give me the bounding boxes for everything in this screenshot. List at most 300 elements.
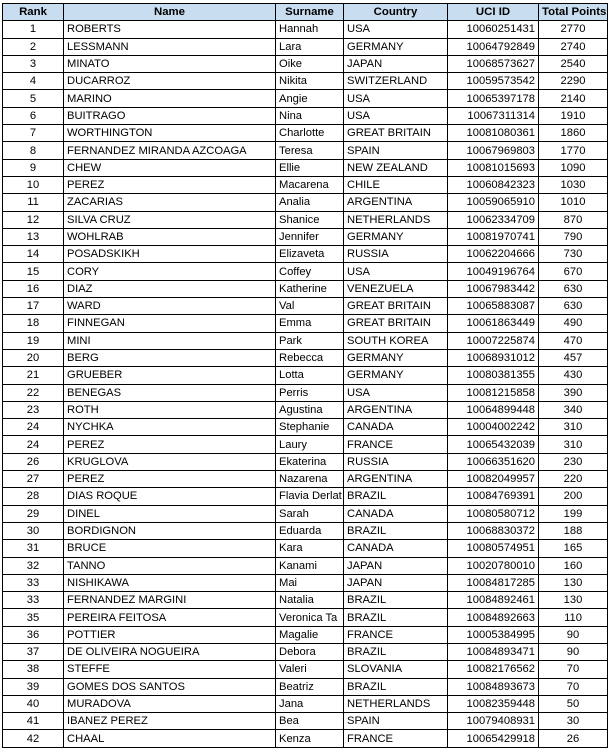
country-cell[interactable]: FRANCE	[344, 730, 448, 747]
total-points-cell[interactable]: 1090	[539, 159, 608, 176]
table-row	[3, 643, 608, 660]
rank-cell[interactable]: 23	[3, 401, 64, 418]
table-row	[3, 142, 608, 159]
name-cell[interactable]: PEREZ	[64, 471, 276, 488]
uci-id-cell[interactable]: 10080574951	[448, 540, 539, 557]
table-row	[3, 367, 608, 384]
uci-id-cell[interactable]: 10066351620	[448, 453, 539, 470]
name-cell[interactable]: ROTH	[64, 401, 276, 418]
total-points-cell[interactable]: 50	[539, 695, 608, 712]
header-total-points[interactable]: Total Points	[539, 4, 608, 21]
name-cell[interactable]: TANNO	[64, 557, 276, 574]
name-cell[interactable]: MARINO	[64, 90, 276, 107]
total-points-cell[interactable]: 1010	[539, 194, 608, 211]
uci-id-cell[interactable]: 10084892663	[448, 609, 539, 626]
surname-cell[interactable]: Natalia	[276, 592, 344, 609]
rank-cell[interactable]: 4	[3, 73, 64, 90]
surname-cell[interactable]: Elizaveta	[276, 246, 344, 263]
surname-cell[interactable]: Ekaterina	[276, 453, 344, 470]
table-row	[3, 453, 608, 470]
name-cell[interactable]: PEREZ	[64, 436, 276, 453]
total-points-cell[interactable]: 1910	[539, 107, 608, 124]
table-row	[3, 315, 608, 332]
uci-id-cell[interactable]: 10080580712	[448, 505, 539, 522]
uci-id-cell[interactable]: 10082049957	[448, 471, 539, 488]
header-uci-id[interactable]: UCI ID	[448, 4, 539, 21]
name-cell[interactable]: ROBERTS	[64, 21, 276, 38]
name-cell[interactable]: FINNEGAN	[64, 315, 276, 332]
rank-cell[interactable]: 20	[3, 349, 64, 366]
name-cell[interactable]: DIAS ROQUE	[64, 488, 276, 505]
uci-id-cell[interactable]: 10080381355	[448, 367, 539, 384]
name-cell[interactable]: WOHLRAB	[64, 228, 276, 245]
rank-cell[interactable]: 27	[3, 471, 64, 488]
name-cell[interactable]: POTTIER	[64, 626, 276, 643]
uci-id-cell[interactable]: 10081080361	[448, 125, 539, 142]
country-cell[interactable]: GREAT BRITAIN	[344, 315, 448, 332]
header-surname[interactable]: Surname	[276, 4, 344, 21]
uci-id-cell[interactable]: 10061863449	[448, 315, 539, 332]
table-row	[3, 280, 608, 297]
surname-cell[interactable]: Katherine	[276, 280, 344, 297]
surname-cell[interactable]: Analia	[276, 194, 344, 211]
uci-id-cell[interactable]: 10005384995	[448, 626, 539, 643]
surname-cell[interactable]: Lara	[276, 38, 344, 55]
table-row	[3, 38, 608, 55]
uci-id-cell[interactable]: 10084893673	[448, 678, 539, 695]
name-cell[interactable]: SILVA CRUZ	[64, 211, 276, 228]
surname-cell[interactable]: Rebecca	[276, 349, 344, 366]
table-row	[3, 90, 608, 107]
rank-cell[interactable]: 40	[3, 695, 64, 712]
surname-cell[interactable]: Nikita	[276, 73, 344, 90]
name-cell[interactable]: GRUEBER	[64, 367, 276, 384]
rank-cell[interactable]: 36	[3, 626, 64, 643]
total-points-cell[interactable]: 110	[539, 609, 608, 626]
uci-id-cell[interactable]: 10081215858	[448, 384, 539, 401]
name-cell[interactable]: BENEGAS	[64, 384, 276, 401]
table-row	[3, 730, 608, 747]
rankings-table	[2, 3, 608, 748]
uci-id-cell[interactable]: 10060842323	[448, 176, 539, 193]
rank-cell[interactable]: 30	[3, 522, 64, 539]
country-cell[interactable]: ARGENTINA	[344, 194, 448, 211]
country-cell[interactable]: SPAIN	[344, 713, 448, 730]
country-cell[interactable]: JAPAN	[344, 557, 448, 574]
total-points-cell[interactable]: 1860	[539, 125, 608, 142]
surname-cell[interactable]: Valeri	[276, 661, 344, 678]
total-points-cell[interactable]: 2140	[539, 90, 608, 107]
country-cell[interactable]: SLOVANIA	[344, 661, 448, 678]
table-row	[3, 436, 608, 453]
name-cell[interactable]: DUCARROZ	[64, 73, 276, 90]
total-points-cell[interactable]: 30	[539, 713, 608, 730]
country-cell[interactable]: RUSSIA	[344, 246, 448, 263]
name-cell[interactable]: PEREZ	[64, 176, 276, 193]
surname-cell[interactable]: Magalie	[276, 626, 344, 643]
name-cell[interactable]: KRUGLOVA	[64, 453, 276, 470]
rank-cell[interactable]: 26	[3, 453, 64, 470]
country-cell[interactable]: USA	[344, 21, 448, 38]
country-cell[interactable]: BRAZIL	[344, 609, 448, 626]
uci-id-cell[interactable]: 10068830372	[448, 522, 539, 539]
uci-id-cell[interactable]: 10062334709	[448, 211, 539, 228]
rank-cell[interactable]: 24	[3, 419, 64, 436]
surname-cell[interactable]: Kenza	[276, 730, 344, 747]
uci-id-cell[interactable]: 10067983442	[448, 280, 539, 297]
total-points-cell[interactable]: 1030	[539, 176, 608, 193]
surname-cell[interactable]: Stephanie	[276, 419, 344, 436]
country-cell[interactable]: SOUTH KOREA	[344, 332, 448, 349]
name-cell[interactable]: BRUCE	[64, 540, 276, 557]
name-cell[interactable]: LESSMANN	[64, 38, 276, 55]
table-row	[3, 540, 608, 557]
name-cell[interactable]: DE OLIVEIRA NOGUEIRA	[64, 643, 276, 660]
country-cell[interactable]: VENEZUELA	[344, 280, 448, 297]
surname-cell[interactable]: Bea	[276, 713, 344, 730]
rank-cell[interactable]: 28	[3, 488, 64, 505]
table-row	[3, 678, 608, 695]
surname-cell[interactable]: Nazarena	[276, 471, 344, 488]
name-cell[interactable]: CORY	[64, 263, 276, 280]
uci-id-cell[interactable]: 10064899448	[448, 401, 539, 418]
table-row	[3, 55, 608, 72]
total-points-cell[interactable]: 26	[539, 730, 608, 747]
uci-id-cell[interactable]: 10084893471	[448, 643, 539, 660]
surname-cell[interactable]: Kanami	[276, 557, 344, 574]
uci-id-cell[interactable]: 10007225874	[448, 332, 539, 349]
total-points-cell[interactable]: 870	[539, 211, 608, 228]
rank-cell[interactable]: 5	[3, 90, 64, 107]
name-cell[interactable]: ZACARIAS	[64, 194, 276, 211]
table-row	[3, 349, 608, 366]
total-points-cell[interactable]: 310	[539, 419, 608, 436]
table-row	[3, 211, 608, 228]
total-points-cell[interactable]: 230	[539, 453, 608, 470]
uci-id-cell[interactable]: 10059065910	[448, 194, 539, 211]
name-cell[interactable]: FERNANDEZ MIRANDA AZCOAGA	[64, 142, 276, 159]
table-row	[3, 73, 608, 90]
rank-cell[interactable]: 29	[3, 505, 64, 522]
country-cell[interactable]: JAPAN	[344, 574, 448, 591]
rank-cell[interactable]: 9	[3, 159, 64, 176]
country-cell[interactable]: BRAZIL	[344, 488, 448, 505]
total-points-cell[interactable]: 630	[539, 298, 608, 315]
rank-cell[interactable]: 10	[3, 176, 64, 193]
surname-cell[interactable]: Emma	[276, 315, 344, 332]
table-row	[3, 384, 608, 401]
rank-cell[interactable]: 14	[3, 246, 64, 263]
table-row	[3, 661, 608, 678]
surname-cell[interactable]: Agustina	[276, 401, 344, 418]
name-cell[interactable]: MINATO	[64, 55, 276, 72]
uci-id-cell[interactable]: 10079408931	[448, 713, 539, 730]
total-points-cell[interactable]: 430	[539, 367, 608, 384]
table-row	[3, 557, 608, 574]
name-cell[interactable]: FERNANDEZ MARGINI	[64, 592, 276, 609]
surname-cell[interactable]: Flavia Derlat	[276, 488, 344, 505]
total-points-cell[interactable]: 457	[539, 349, 608, 366]
surname-cell[interactable]: Sarah	[276, 505, 344, 522]
name-cell[interactable]: GOMES DOS SANTOS	[64, 678, 276, 695]
country-cell[interactable]: SPAIN	[344, 142, 448, 159]
total-points-cell[interactable]: 390	[539, 384, 608, 401]
table-row	[3, 609, 608, 626]
total-points-cell[interactable]: 90	[539, 643, 608, 660]
country-cell[interactable]: ARGENTINA	[344, 401, 448, 418]
surname-cell[interactable]: Charlotte	[276, 125, 344, 142]
rank-cell[interactable]: 22	[3, 384, 64, 401]
rank-cell[interactable]: 42	[3, 730, 64, 747]
surname-cell[interactable]: Debora	[276, 643, 344, 660]
table-row	[3, 194, 608, 211]
total-points-cell[interactable]: 470	[539, 332, 608, 349]
name-cell[interactable]: POSADSKIKH	[64, 246, 276, 263]
name-cell[interactable]: CHAAL	[64, 730, 276, 747]
country-cell[interactable]: GERMANY	[344, 349, 448, 366]
uci-id-cell[interactable]: 10084769391	[448, 488, 539, 505]
name-cell[interactable]: BORDIGNON	[64, 522, 276, 539]
table-body	[3, 21, 608, 747]
surname-cell[interactable]: Veronica Ta	[276, 609, 344, 626]
total-points-cell[interactable]: 70	[539, 678, 608, 695]
country-cell[interactable]: USA	[344, 263, 448, 280]
rank-cell[interactable]: 3	[3, 55, 64, 72]
rank-cell[interactable]: 6	[3, 107, 64, 124]
uci-id-cell[interactable]: 10068931012	[448, 349, 539, 366]
rank-cell[interactable]: 8	[3, 142, 64, 159]
country-cell[interactable]: ARGENTINA	[344, 471, 448, 488]
surname-cell[interactable]: Oike	[276, 55, 344, 72]
name-cell[interactable]: MINI	[64, 332, 276, 349]
rank-cell[interactable]: 31	[3, 540, 64, 557]
uci-id-cell[interactable]: 10081970741	[448, 228, 539, 245]
name-cell[interactable]: BERG	[64, 349, 276, 366]
name-cell[interactable]: PEREIRA FEITOSA	[64, 609, 276, 626]
country-cell[interactable]: FRANCE	[344, 436, 448, 453]
surname-cell[interactable]: Laury	[276, 436, 344, 453]
rank-cell[interactable]: 33	[3, 574, 64, 591]
header-rank[interactable]: Rank	[3, 4, 64, 21]
surname-cell[interactable]: Jennifer	[276, 228, 344, 245]
header-row	[3, 4, 608, 21]
rank-cell[interactable]: 38	[3, 661, 64, 678]
total-points-cell[interactable]: 490	[539, 315, 608, 332]
total-points-cell[interactable]: 310	[539, 436, 608, 453]
country-cell[interactable]: USA	[344, 107, 448, 124]
uci-id-cell[interactable]: 10004002242	[448, 419, 539, 436]
country-cell[interactable]: USA	[344, 384, 448, 401]
rank-cell[interactable]: 16	[3, 280, 64, 297]
country-cell[interactable]: GERMANY	[344, 38, 448, 55]
country-cell[interactable]: JAPAN	[344, 55, 448, 72]
rank-cell[interactable]: 1	[3, 21, 64, 38]
uci-id-cell[interactable]: 10082359448	[448, 695, 539, 712]
uci-id-cell[interactable]: 10065429918	[448, 730, 539, 747]
total-points-cell[interactable]: 199	[539, 505, 608, 522]
rank-cell[interactable]: 41	[3, 713, 64, 730]
name-cell[interactable]: NISHIKAWA	[64, 574, 276, 591]
rank-cell[interactable]: 11	[3, 194, 64, 211]
rank-cell[interactable]: 37	[3, 643, 64, 660]
table-row	[3, 176, 608, 193]
country-cell[interactable]: BRAZIL	[344, 592, 448, 609]
surname-cell[interactable]: Hannah	[276, 21, 344, 38]
uci-id-cell[interactable]: 10059573542	[448, 73, 539, 90]
total-points-cell[interactable]: 70	[539, 661, 608, 678]
country-cell[interactable]: NEW ZEALAND	[344, 159, 448, 176]
surname-cell[interactable]: Lotta	[276, 367, 344, 384]
table-row	[3, 522, 608, 539]
surname-cell[interactable]: Nina	[276, 107, 344, 124]
uci-id-cell[interactable]: 10060251431	[448, 21, 539, 38]
table-row	[3, 21, 608, 38]
country-cell[interactable]: CANADA	[344, 540, 448, 557]
country-cell[interactable]: GREAT BRITAIN	[344, 125, 448, 142]
uci-id-cell[interactable]: 10084892461	[448, 592, 539, 609]
uci-id-cell[interactable]: 10062204666	[448, 246, 539, 263]
table-row	[3, 228, 608, 245]
rank-cell[interactable]: 39	[3, 678, 64, 695]
table-row	[3, 125, 608, 142]
total-points-cell[interactable]: 200	[539, 488, 608, 505]
rank-cell[interactable]: 33	[3, 592, 64, 609]
country-cell[interactable]: GERMANY	[344, 228, 448, 245]
surname-cell[interactable]: Macarena	[276, 176, 344, 193]
rank-cell[interactable]: 17	[3, 298, 64, 315]
total-points-cell[interactable]: 90	[539, 626, 608, 643]
surname-cell[interactable]: Mai	[276, 574, 344, 591]
name-cell[interactable]: BUITRAGO	[64, 107, 276, 124]
country-cell[interactable]: GREAT BRITAIN	[344, 298, 448, 315]
table-row	[3, 505, 608, 522]
rank-cell[interactable]: 35	[3, 609, 64, 626]
total-points-cell[interactable]: 130	[539, 592, 608, 609]
total-points-cell[interactable]: 1770	[539, 142, 608, 159]
table-row	[3, 332, 608, 349]
total-points-cell[interactable]: 160	[539, 557, 608, 574]
uci-id-cell[interactable]: 10068573627	[448, 55, 539, 72]
total-points-cell[interactable]: 2770	[539, 21, 608, 38]
table-row	[3, 298, 608, 315]
rank-cell[interactable]: 7	[3, 125, 64, 142]
surname-cell[interactable]: Beatriz	[276, 678, 344, 695]
rank-cell[interactable]: 19	[3, 332, 64, 349]
surname-cell[interactable]: Jana	[276, 695, 344, 712]
country-cell[interactable]: CANADA	[344, 505, 448, 522]
total-points-cell[interactable]: 130	[539, 574, 608, 591]
rank-cell[interactable]: 13	[3, 228, 64, 245]
total-points-cell[interactable]: 2290	[539, 73, 608, 90]
uci-id-cell[interactable]: 10065883087	[448, 298, 539, 315]
surname-cell[interactable]: Shanice	[276, 211, 344, 228]
table-row	[3, 401, 608, 418]
surname-cell[interactable]: Val	[276, 298, 344, 315]
table-row	[3, 488, 608, 505]
country-cell[interactable]: NETHERLANDS	[344, 695, 448, 712]
surname-cell[interactable]: Park	[276, 332, 344, 349]
surname-cell[interactable]: Ellie	[276, 159, 344, 176]
surname-cell[interactable]: Teresa	[276, 142, 344, 159]
table-row	[3, 159, 608, 176]
country-cell[interactable]: CHILE	[344, 176, 448, 193]
uci-id-cell[interactable]: 10082176562	[448, 661, 539, 678]
table-row	[3, 695, 608, 712]
surname-cell[interactable]: Perris	[276, 384, 344, 401]
surname-cell[interactable]: Coffey	[276, 263, 344, 280]
total-points-cell[interactable]: 670	[539, 263, 608, 280]
uci-id-cell[interactable]: 10081015693	[448, 159, 539, 176]
table-row	[3, 574, 608, 591]
table-row	[3, 107, 608, 124]
table-row	[3, 626, 608, 643]
rank-cell[interactable]: 15	[3, 263, 64, 280]
country-cell[interactable]: RUSSIA	[344, 453, 448, 470]
rank-cell[interactable]: 24	[3, 436, 64, 453]
surname-cell[interactable]: Eduarda	[276, 522, 344, 539]
country-cell[interactable]: BRAZIL	[344, 678, 448, 695]
rank-cell[interactable]: 21	[3, 367, 64, 384]
table-row	[3, 263, 608, 280]
surname-cell[interactable]: Angie	[276, 90, 344, 107]
name-cell[interactable]: DIAZ	[64, 280, 276, 297]
uci-id-cell[interactable]: 10067311314	[448, 107, 539, 124]
uci-id-cell[interactable]: 10065397178	[448, 90, 539, 107]
uci-id-cell[interactable]: 10065432039	[448, 436, 539, 453]
total-points-cell[interactable]: 2540	[539, 55, 608, 72]
total-points-cell[interactable]: 790	[539, 228, 608, 245]
total-points-cell[interactable]: 188	[539, 522, 608, 539]
country-cell[interactable]: SWITZERLAND	[344, 73, 448, 90]
header-name[interactable]: Name	[64, 4, 276, 21]
rank-cell[interactable]: 32	[3, 557, 64, 574]
name-cell[interactable]: WARD	[64, 298, 276, 315]
country-cell[interactable]: BRAZIL	[344, 643, 448, 660]
total-points-cell[interactable]: 630	[539, 280, 608, 297]
name-cell[interactable]: IBANEZ PEREZ	[64, 713, 276, 730]
country-cell[interactable]: BRAZIL	[344, 522, 448, 539]
country-cell[interactable]: CANADA	[344, 419, 448, 436]
table-row	[3, 471, 608, 488]
total-points-cell[interactable]: 340	[539, 401, 608, 418]
name-cell[interactable]: STEFFE	[64, 661, 276, 678]
total-points-cell[interactable]: 2740	[539, 38, 608, 55]
surname-cell[interactable]: Kara	[276, 540, 344, 557]
country-cell[interactable]: NETHERLANDS	[344, 211, 448, 228]
uci-id-cell[interactable]: 10064792849	[448, 38, 539, 55]
name-cell[interactable]: DINEL	[64, 505, 276, 522]
name-cell[interactable]: NYCHKA	[64, 419, 276, 436]
country-cell[interactable]: FRANCE	[344, 626, 448, 643]
rank-cell[interactable]: 18	[3, 315, 64, 332]
table-row	[3, 592, 608, 609]
name-cell[interactable]: CHEW	[64, 159, 276, 176]
country-cell[interactable]: USA	[344, 90, 448, 107]
header-country[interactable]: Country	[344, 4, 448, 21]
total-points-cell[interactable]: 165	[539, 540, 608, 557]
uci-id-cell[interactable]: 10020780010	[448, 557, 539, 574]
name-cell[interactable]: WORTHINGTON	[64, 125, 276, 142]
country-cell[interactable]: GERMANY	[344, 367, 448, 384]
uci-id-cell[interactable]: 10067969803	[448, 142, 539, 159]
uci-id-cell[interactable]: 10049196764	[448, 263, 539, 280]
rank-cell[interactable]: 12	[3, 211, 64, 228]
total-points-cell[interactable]: 730	[539, 246, 608, 263]
uci-id-cell[interactable]: 10084817285	[448, 574, 539, 591]
name-cell[interactable]: MURADOVA	[64, 695, 276, 712]
total-points-cell[interactable]: 220	[539, 471, 608, 488]
rank-cell[interactable]: 2	[3, 38, 64, 55]
